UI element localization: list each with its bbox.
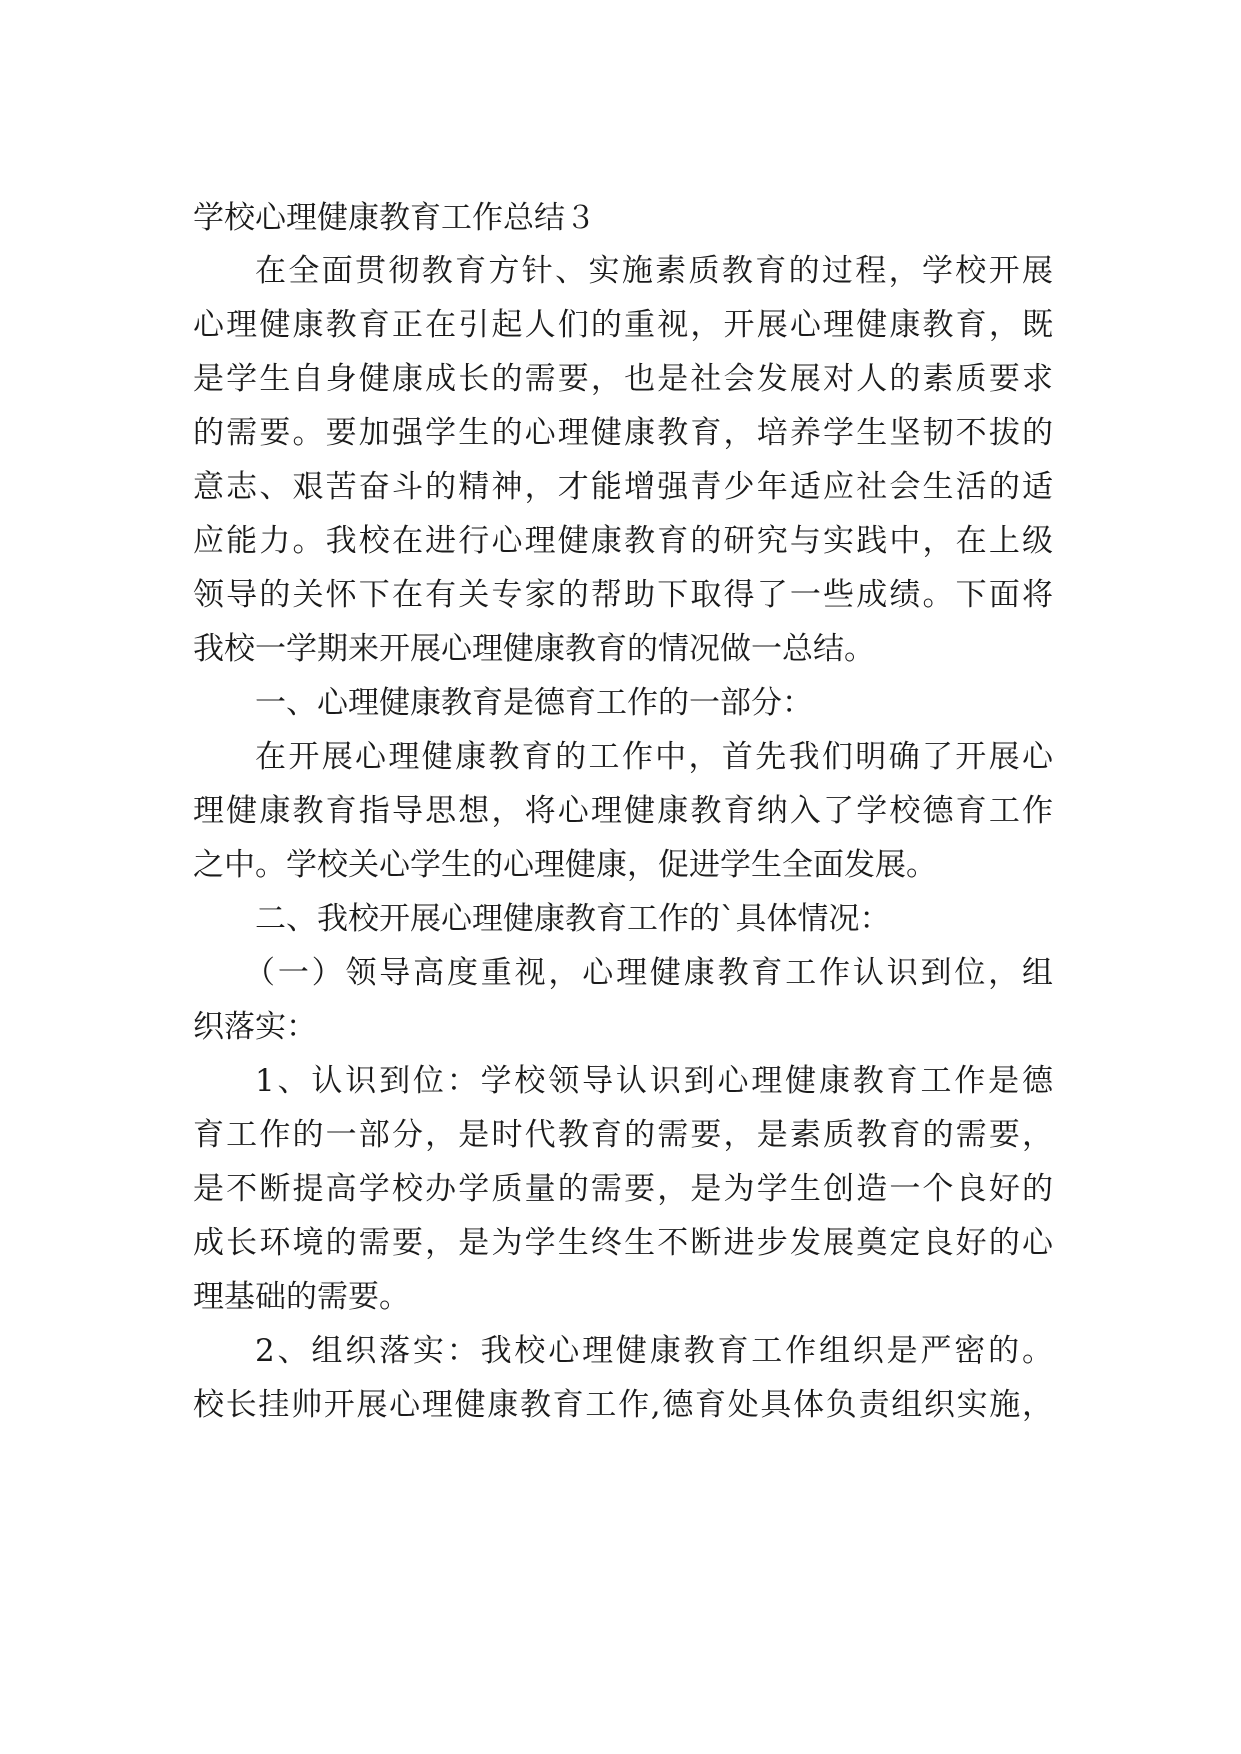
subsection-heading: （一）领导高度重视，心理健康教育工作认识到位，组 bbox=[244, 955, 1053, 991]
subsection-heading: 织落实： bbox=[193, 1009, 317, 1045]
paragraph-line: 在开展心理健康教育的工作中，首先我们明确了开展心 bbox=[255, 739, 1053, 775]
paragraph-line: 成长环境的需要，是为学生终生不断进步发展奠定良好的心 bbox=[193, 1225, 1053, 1261]
paragraph-line: 是学生自身健康成长的需要，也是社会发展对人的素质要求 bbox=[193, 361, 1053, 397]
section-heading: 二、我校开展心理健康教育工作的`具体情况： bbox=[255, 901, 891, 937]
paragraph-line: 2、组织落实：我校心理健康教育工作组织是严密的。 bbox=[255, 1333, 1053, 1369]
paragraph-line: 校长挂帅开展心理健康教育工作,德育处具体负责组织实施， bbox=[193, 1387, 1053, 1423]
paragraph-line: 理健康教育指导思想，将心理健康教育纳入了学校德育工作 bbox=[193, 793, 1053, 829]
section-heading: 一、心理健康教育是德育工作的一部分： bbox=[255, 685, 813, 721]
document-title: 学校心理健康教育工作总结３ bbox=[193, 200, 596, 236]
paragraph-line: 理基础的需要。 bbox=[193, 1279, 410, 1315]
paragraph-line: 是不断提高学校办学质量的需要，是为学生创造一个良好的 bbox=[193, 1171, 1053, 1207]
paragraph-line: 之中。学校关心学生的心理健康，促进学生全面发展。 bbox=[193, 847, 937, 883]
paragraph-line: 的需要。要加强学生的心理健康教育，培养学生坚韧不拔的 bbox=[193, 415, 1053, 451]
paragraph-line: 我校一学期来开展心理健康教育的情况做一总结。 bbox=[193, 631, 875, 667]
paragraph-line: 育工作的一部分，是时代教育的需要，是素质教育的需要， bbox=[193, 1117, 1053, 1153]
paragraph-line: 在全面贯彻教育方针、实施素质教育的过程，学校开展 bbox=[255, 253, 1053, 289]
paragraph-line: 应能力。我校在进行心理健康教育的研究与实践中，在上级 bbox=[193, 523, 1053, 559]
paragraph-line: 心理健康教育正在引起人们的重视，开展心理健康教育，既 bbox=[193, 307, 1053, 343]
paragraph-line: 1、认识到位：学校领导认识到心理健康教育工作是德 bbox=[255, 1063, 1053, 1099]
paragraph-line: 领导的关怀下在有关专家的帮助下取得了一些成绩。下面将 bbox=[193, 577, 1053, 613]
paragraph-line: 意志、艰苦奋斗的精神，才能增强青少年适应社会生活的适 bbox=[193, 469, 1053, 505]
